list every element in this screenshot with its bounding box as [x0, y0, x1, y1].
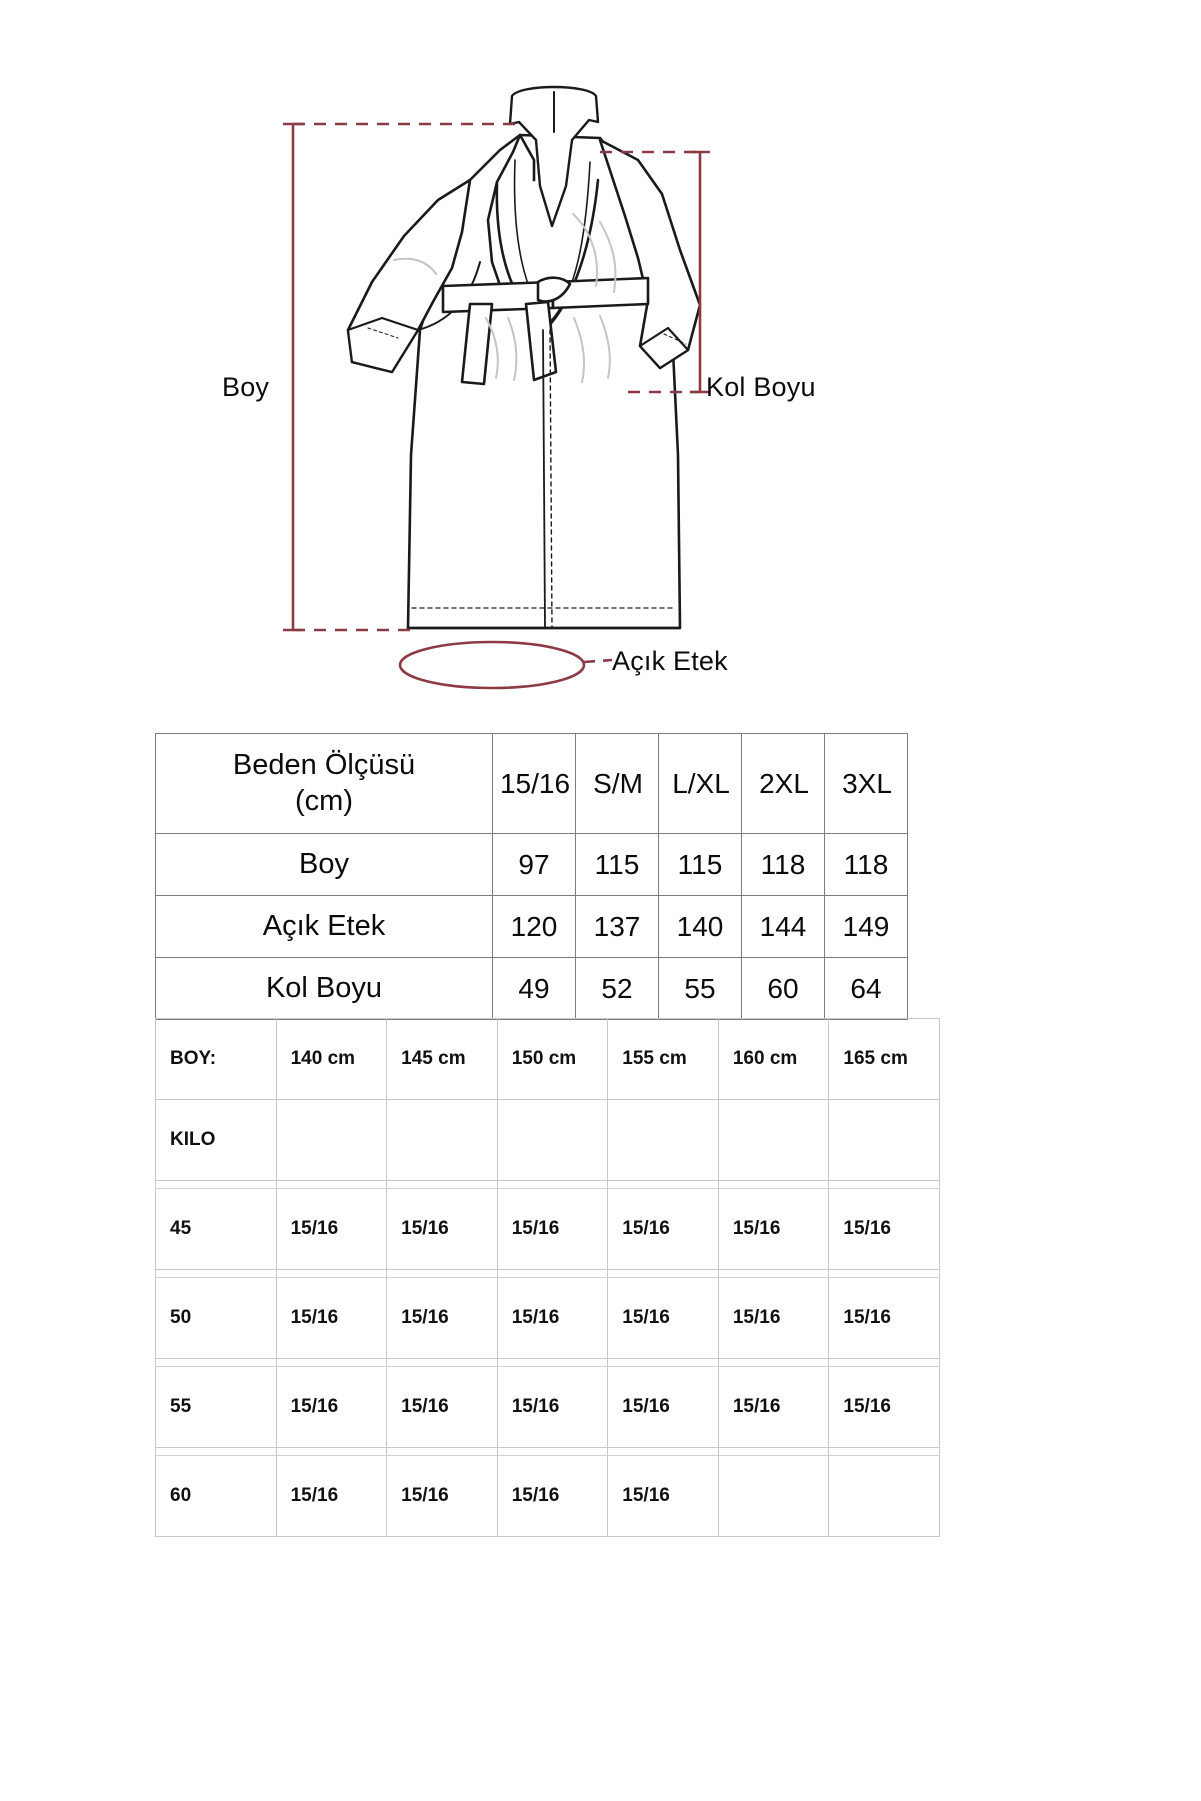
- fit-cell-55-155: 15/16: [608, 1367, 719, 1448]
- cell-kol-boyu-4: 64: [825, 958, 908, 1020]
- spacer-cell: [156, 1448, 277, 1456]
- measurement-label-acik-etek: Açık Etek: [612, 646, 728, 676]
- header-cell-size-2: L/XL: [659, 734, 742, 834]
- cell-acik-etek-2: 140: [659, 896, 742, 958]
- fit-header-height-2: 150 cm: [497, 1019, 608, 1100]
- fit-table-spacer: [156, 1448, 940, 1456]
- header-cell-size-1: S/M: [576, 734, 659, 834]
- spacer-cell: [156, 1181, 277, 1189]
- fit-cell-50-165: 15/16: [829, 1278, 940, 1359]
- fit-cell-60-145: 15/16: [387, 1456, 498, 1537]
- fit-table-row: [156, 1456, 940, 1537]
- fit-kilo-label: KILO: [156, 1100, 277, 1181]
- fit-cell-45-155: 15/16: [608, 1189, 719, 1270]
- fit-cell-50-140: 15/16: [276, 1278, 387, 1359]
- height-weight-fit-table: [155, 1018, 940, 1537]
- spacer-cell: [718, 1181, 829, 1189]
- fit-cell-55-160: 15/16: [718, 1367, 829, 1448]
- spacer-cell: [387, 1359, 498, 1367]
- fit-table-header-row: [156, 1019, 940, 1100]
- fit-cell-60-150: 15/16: [497, 1456, 608, 1537]
- spacer-cell: [276, 1181, 387, 1189]
- spacer-cell: [497, 1181, 608, 1189]
- fit-table-row: [156, 1189, 940, 1270]
- spacer-cell: [608, 1359, 719, 1367]
- fit-header-height-0: 140 cm: [276, 1019, 387, 1100]
- fit-cell-60-165: [829, 1456, 940, 1537]
- cell-acik-etek-1: 137: [576, 896, 659, 958]
- fit-table-row: [156, 1367, 940, 1448]
- fit-weight-55: 55: [156, 1367, 277, 1448]
- spacer-cell: [387, 1448, 498, 1456]
- fit-table-spacer: [156, 1181, 940, 1189]
- table-row: [156, 896, 908, 958]
- spacer-cell: [156, 1270, 277, 1278]
- fit-cell-55-145: 15/16: [387, 1367, 498, 1448]
- fit-header-height-1: 145 cm: [387, 1019, 498, 1100]
- fit-cell-45-160: 15/16: [718, 1189, 829, 1270]
- spacer-cell: [497, 1448, 608, 1456]
- cell-acik-etek-3: 144: [742, 896, 825, 958]
- fit-cell-55-140: 15/16: [276, 1367, 387, 1448]
- spacer-cell: [497, 1359, 608, 1367]
- fit-table-spacer: [156, 1270, 940, 1278]
- bathrobe-illustration: [0, 0, 1201, 722]
- fit-header-height-4: 160 cm: [718, 1019, 829, 1100]
- cell-boy-3: 118: [742, 834, 825, 896]
- cell-kol-boyu-0: 49: [493, 958, 576, 1020]
- cell-kol-boyu-3: 60: [742, 958, 825, 1020]
- spacer-cell: [829, 1359, 940, 1367]
- spacer-cell: [387, 1181, 498, 1189]
- cell-kol-boyu-2: 55: [659, 958, 742, 1020]
- spacer-cell: [608, 1270, 719, 1278]
- cell-boy-0: 97: [493, 834, 576, 896]
- fit-cell-50-145: 15/16: [387, 1278, 498, 1359]
- fit-cell-50-160: 15/16: [718, 1278, 829, 1359]
- spacer-cell: [608, 1448, 719, 1456]
- row-label-acik-etek: Açık Etek: [156, 896, 493, 958]
- spacer-cell: [276, 1270, 387, 1278]
- cell-acik-etek-0: 120: [493, 896, 576, 958]
- table-row: [156, 834, 908, 896]
- fit-header-height-5: 165 cm: [829, 1019, 940, 1100]
- fit-weight-60: 60: [156, 1456, 277, 1537]
- fit-cell-45-145: 15/16: [387, 1189, 498, 1270]
- spacer-cell: [829, 1448, 940, 1456]
- spacer-cell: [829, 1181, 940, 1189]
- fit-kilo-empty-4: [718, 1100, 829, 1181]
- row-label-kol-boyu: Kol Boyu: [156, 958, 493, 1020]
- header-label-line1: Beden Ölçüsü: [232, 749, 416, 782]
- cell-kol-boyu-1: 52: [576, 958, 659, 1020]
- spacer-cell: [276, 1359, 387, 1367]
- spacer-cell: [276, 1448, 387, 1456]
- fit-cell-60-155: 15/16: [608, 1456, 719, 1537]
- fit-cell-60-140: 15/16: [276, 1456, 387, 1537]
- cell-acik-etek-4: 149: [825, 896, 908, 958]
- cell-boy-4: 118: [825, 834, 908, 896]
- header-cell-beden-olcusu: [156, 734, 493, 834]
- fit-cell-50-155: 15/16: [608, 1278, 719, 1359]
- fit-header-boy-label: BOY:: [156, 1019, 277, 1100]
- fit-kilo-empty-3: [608, 1100, 719, 1181]
- header-cell-size-4: 3XL: [825, 734, 908, 834]
- spacer-cell: [718, 1270, 829, 1278]
- garment-measurement-diagram: [0, 0, 1201, 722]
- spacer-cell: [829, 1270, 940, 1278]
- header-cell-size-3: 2XL: [742, 734, 825, 834]
- cell-boy-2: 115: [659, 834, 742, 896]
- header-label-line2: (cm): [295, 784, 353, 817]
- fit-cell-55-150: 15/16: [497, 1367, 608, 1448]
- fit-table-spacer: [156, 1359, 940, 1367]
- fit-weight-50: 50: [156, 1278, 277, 1359]
- cell-boy-1: 115: [576, 834, 659, 896]
- fit-cell-60-160: [718, 1456, 829, 1537]
- fit-kilo-empty-5: [829, 1100, 940, 1181]
- measurement-label-kol-boyu: Kol Boyu: [706, 372, 816, 402]
- fit-table-row: [156, 1278, 940, 1359]
- fit-header-height-3: 155 cm: [608, 1019, 719, 1100]
- spacer-cell: [718, 1359, 829, 1367]
- fit-table-kilo-row: [156, 1100, 940, 1181]
- measurement-label-boy: Boy: [222, 372, 270, 402]
- spacer-cell: [718, 1448, 829, 1456]
- table-header-row: [156, 734, 908, 834]
- fit-kilo-empty-0: [276, 1100, 387, 1181]
- fit-cell-50-150: 15/16: [497, 1278, 608, 1359]
- spacer-cell: [387, 1270, 498, 1278]
- spacer-cell: [608, 1181, 719, 1189]
- fit-cell-45-150: 15/16: [497, 1189, 608, 1270]
- spacer-cell: [156, 1359, 277, 1367]
- fit-kilo-empty-2: [497, 1100, 608, 1181]
- fit-cell-45-140: 15/16: [276, 1189, 387, 1270]
- fit-cell-55-165: 15/16: [829, 1367, 940, 1448]
- spacer-cell: [497, 1270, 608, 1278]
- row-label-boy: Boy: [156, 834, 493, 896]
- fit-cell-45-165: 15/16: [829, 1189, 940, 1270]
- size-measurement-table: [155, 733, 908, 1020]
- table-row: [156, 958, 908, 1020]
- fit-kilo-empty-1: [387, 1100, 498, 1181]
- header-cell-size-0: 15/16: [493, 734, 576, 834]
- fit-weight-45: 45: [156, 1189, 277, 1270]
